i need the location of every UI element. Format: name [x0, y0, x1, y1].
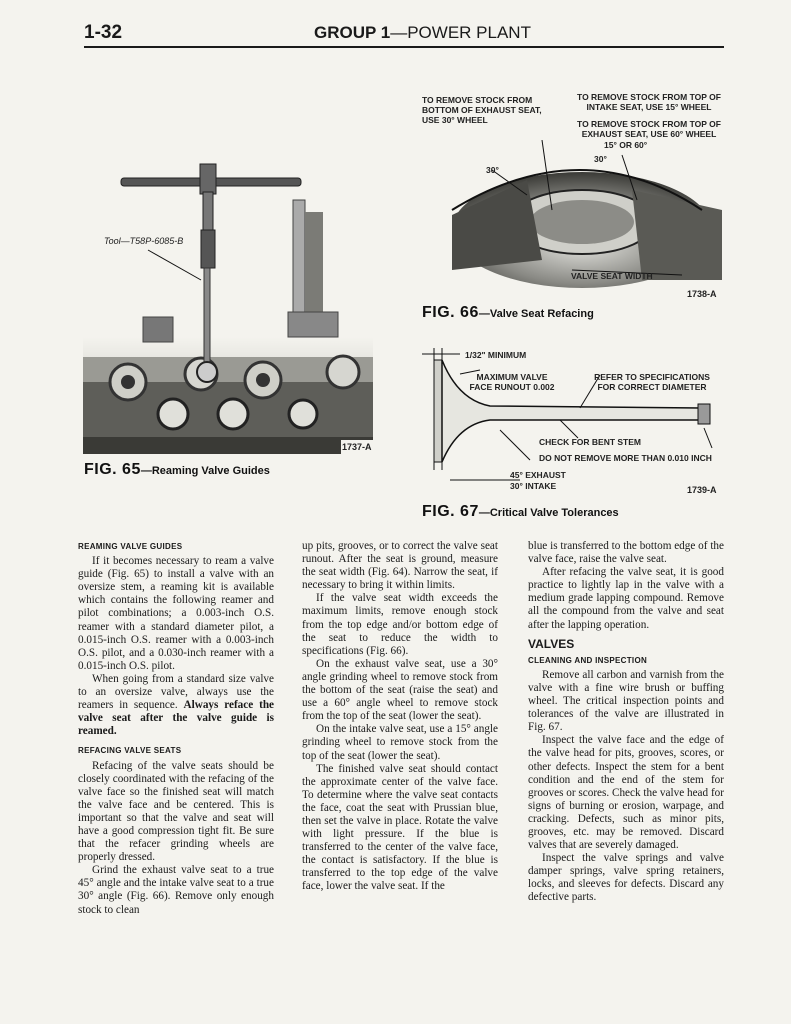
para-refacing-1: Refacing of the valve seats should be closely coordinated with the refacing of the valve face so the finished seat will match the valve face and be centered. This is important so that the valve and seat will have a good compression tight fit. Be sure that the refacer grinding wheels are properly dressed.: [78, 759, 274, 864]
fig67-angle-exhaust: 45° EXHAUST: [510, 470, 566, 480]
fig67-remove-more: DO NOT REMOVE MORE THAN 0.010 INCH: [539, 453, 712, 463]
para-col2-5: The finished valve seat should contact the approximate center of the valve face. To determine where the valve seat contacts the face, coat the seat with Prussian blue, then set the valve in place. Rotate the valve with light pressure. If the blue is transferred to the center of the valve face, the contact is satisfactory. If the blue is transferred to the top edge of the valve face, lower the valve seat. If the: [302, 762, 498, 893]
fig65-tool-label: Tool—T58P-6085-B: [104, 236, 184, 246]
fig66-photo: [432, 140, 724, 290]
fig67-spec-label: REFER TO SPECIFICATIONS FOR CORRECT DIAMETER: [594, 372, 710, 392]
fig65-photo-id: 1737-A: [342, 442, 372, 452]
text-column-2: [302, 540, 498, 894]
fig66-seat-width: VALVE SEAT WIDTH: [571, 271, 653, 281]
group-label: GROUP 1: [314, 23, 391, 42]
para-col3-3: Remove all carbon and varnish from the valve with a fine wire brush or buffing wheel. The critical inspection points and tolerances of the valve are illustrated in Fig. 67.: [528, 668, 724, 734]
fig67-min-label: 1/32" MINIMUM: [465, 350, 527, 360]
para-col3-4: Inspect the valve face and the edge of the valve head for pits, grooves, scores, or other defects. Inspect the stem for a bent condition and the end of the stem for grooves or scores. Check the valve head for signs of burning or erosion, warpage, and cracking. Defects, such as minor pits, grooves, etc. may be removed. Discard valves that are severely damaged.: [528, 734, 724, 852]
fig67-angle-intake: 30° INTAKE: [510, 481, 557, 491]
para-col3-1: blue is transferred to the bottom edge of the valve face, raise the valve seat.: [528, 540, 724, 566]
para-refacing-2: Grind the exhaust valve seat to a true 45° angle and the intake valve seat to a true 30° angle (Fig. 66). Remove only enough stock to clean: [78, 864, 274, 916]
para-col3-2: After refacing the valve seat, it is good practice to lightly lap in the valve with a medium grade lapping compound. Remove all the compound from the valve and seat after the lapping operation.: [528, 566, 724, 631]
fig66-label: FIG. 66: [422, 304, 479, 321]
heading-reaming: REAMING VALVE GUIDES: [78, 542, 183, 551]
text-column-1: [78, 540, 274, 917]
fig67-label: FIG. 67: [422, 503, 479, 520]
fig66-photo-id: 1738-A: [687, 289, 717, 299]
fig65-caption: [84, 461, 270, 479]
fig66-caption: [422, 304, 594, 322]
heading-refacing: REFACING VALVE SEATS: [78, 746, 182, 756]
para-reaming-2-text: When going from a standard size valve to an oversize valve, always use the reamers in sequence.: [78, 672, 274, 712]
fig65-caption-text: —Reaming Valve Guides: [140, 465, 270, 477]
page-number: 1-32: [84, 22, 123, 43]
para-reaming-2-bold: Always reface the valve seat after the valve guide is reamed.: [78, 699, 275, 738]
fig66-label-exhaust: TO REMOVE STOCK FROM BOTTOM OF EXHAUST SEAT, USE 30° WHEEL: [422, 95, 542, 125]
fig66-label-intake-top: TO REMOVE STOCK FROM TOP OF INTAKE SEAT, USE 15° WHEEL: [577, 92, 721, 112]
fig65-label: FIG. 65: [84, 461, 141, 478]
para-reaming-1: If it becomes necessary to ream a valve guide (Fig. 65) to install a valve with an oversize stem, a reaming kit is available which contains the following reamer and pilot combinations; a 0.003-inch O.S. reamer with a standard diameter pilot, a 0.015-inch O.S. reamer with a 0.003-inch O.S. pilot, and a 0.030-inch reamer with a 0.015-inch O.S. pilot.: [78, 555, 274, 672]
fig66-angle-15-60: 15° OR 60°: [604, 140, 648, 150]
fig67-runout-label: MAXIMUM VALVE FACE RUNOUT 0.002: [469, 372, 555, 392]
para-col2-1: up pits, grooves, or to correct the valve seat runout. After the seat is ground, measure the seat width (Fig. 64). Narrow the seat, if necessary to bring it within limits.: [302, 540, 498, 592]
fig66-angle-30a: 30°: [486, 165, 499, 175]
fig67-caption-text: —Critical Valve Tolerances: [478, 507, 619, 519]
page-title: [314, 23, 531, 43]
fig66-angle-30b: 30°: [594, 154, 607, 164]
heading-cleaning: CLEANING AND INSPECTION: [528, 655, 648, 665]
fig67-valve-drawing: [420, 340, 724, 490]
group-title: —POWER PLANT: [390, 23, 531, 42]
text-column-3: [528, 540, 724, 905]
fig65-photo: [83, 152, 373, 454]
para-col3-5: Inspect the valve springs and valve damper springs, valve spring retainers, locks, and sleeves for defects. Discard any defective parts.: [528, 852, 724, 904]
para-col2-3: On the exhaust valve seat, use a 30° angle grinding wheel to remove stock from the bottom of the seat (raise the seat) and use a 60° angle wheel to remove stock from the top of the seat (lower the seat).: [302, 657, 498, 723]
fig67-caption: [422, 503, 619, 521]
para-reaming-2: [78, 673, 274, 738]
fig67-bent-stem: CHECK FOR BENT STEM: [539, 437, 641, 447]
section-valves: VALVES: [528, 636, 575, 651]
fig66-caption-text: —Valve Seat Refacing: [478, 308, 594, 320]
para-col2-2: If the valve seat width exceeds the maximum limits, remove enough stock from the top edge and/or bottom edge of the seat to reduce the width to specifications (Fig. 66).: [302, 592, 498, 657]
fig66-label-exhaust-top: TO REMOVE STOCK FROM TOP OF EXHAUST SEAT, USE 60° WHEEL: [577, 119, 721, 139]
fig67-photo-id: 1739-A: [687, 485, 717, 495]
para-col2-4: On the intake valve seat, use a 15° angle grinding wheel to remove stock from the top of the seat (lower the seat).: [302, 723, 498, 762]
header-rule: [84, 46, 724, 48]
